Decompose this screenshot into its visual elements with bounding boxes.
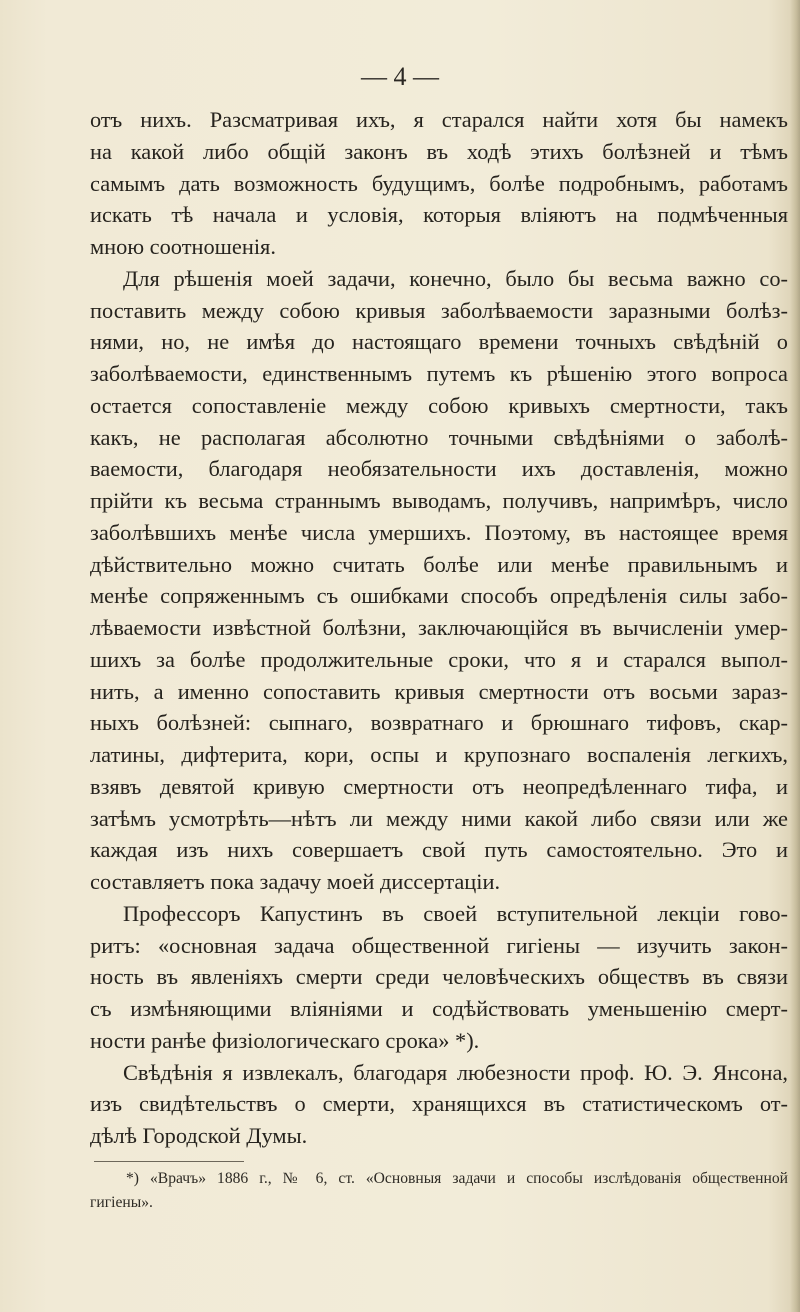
text-line: дѣйствительно можно считать болѣе или менѣе правильнымъ и xyxy=(90,551,788,577)
text-line: ныхъ болѣзней: сыпнаго, возвратнаго и брюшнаго тифовъ, скар- xyxy=(90,710,788,736)
text-line: взявъ девятой кривую смертности отъ неопредѣленнаго тифа, и xyxy=(90,773,788,799)
text-line: ность въ явленіяхъ смерти среди человѣческихъ обществъ въ связи xyxy=(90,964,788,990)
text-line: мною соотношенія. xyxy=(90,234,276,259)
text-line: ваемости, благодаря необязательности ихъ доставленія, можно xyxy=(90,456,788,482)
page-edge-shadow xyxy=(790,0,800,1312)
text-line: съ измѣняющими вліяніями и содѣйствовать уменьшенію смерт- xyxy=(90,996,788,1021)
text-line: ности ранѣе физіологическаго срока» *). xyxy=(90,1027,480,1053)
body-text xyxy=(90,104,788,1152)
paragraph xyxy=(90,898,788,1057)
text-line: заболѣваемости, единственнымъ путемъ къ рѣшенію этого вопроса xyxy=(90,361,788,386)
text-line: дѣлѣ Городской Думы. xyxy=(90,1123,308,1148)
text-line: поставить между собою кривыя заболѣваемости заразными болѣз- xyxy=(90,297,788,323)
text-line: какъ, не располагая абсолютно точными свѣдѣніями о заболѣ- xyxy=(90,424,788,450)
text-line: латины, дифтерита, кори, оспы и крупознаго воспаленія легкихъ, xyxy=(90,742,788,767)
paragraph xyxy=(90,263,788,898)
text-line: нями, но, не имѣя до настоящаго времени точныхъ свѣдѣній о xyxy=(90,329,788,355)
text-line: Свѣдѣнія я извлекалъ, благодаря любезности проф. Ю. Э. Янсона, xyxy=(123,1059,788,1085)
text-line: менѣе сопряженнымъ съ ошибками способъ опредѣленія силы забо- xyxy=(90,583,788,609)
text-line: лѣваемости извѣстной болѣзни, заключающійся въ вычисленіи умер- xyxy=(90,615,788,640)
text-line: нить, а именно сопоставить кривыя смертности отъ восьми зараз- xyxy=(90,678,788,704)
text-line: шихъ за болѣе продолжительные сроки, что я и старался выпол- xyxy=(90,646,788,672)
footnote-line: *) «Врачъ» 1886 г., № 6, ст. «Основныя задачи и способы изслѣдованія общественной xyxy=(126,1170,788,1187)
text-line: Для рѣшенія моей задачи, конечно, было бы весьма важно со- xyxy=(123,265,788,291)
footnote xyxy=(90,1167,788,1215)
text-line: затѣмъ усмотрѣть—нѣтъ ли между ними какой либо связи или же xyxy=(90,805,788,831)
text-line: ритъ: «основная задача общественной гигіены — изучить закон- xyxy=(90,932,788,958)
text-line: остается сопоставленіе между собою кривыхъ смертности, такъ xyxy=(90,392,788,418)
footnote-rule xyxy=(94,1161,244,1162)
text-line: составляетъ пока задачу моей диссертаціи. xyxy=(90,869,501,894)
paragraph xyxy=(90,1057,788,1152)
text-line: изъ свидѣтельствъ о смерти, хранящихся въ статистическомъ от- xyxy=(90,1091,788,1117)
page-number: — 4 — xyxy=(361,62,439,91)
text-line: заболѣвшихъ менѣе числа умершихъ. Поэтому, въ настоящее время xyxy=(90,519,788,545)
text-line: самымъ дать возможность будущимъ, болѣе подробнымъ, работамъ xyxy=(90,170,788,196)
text-line: отъ нихъ. Разсматривая ихъ, я старался найти хотя бы намекъ xyxy=(90,107,788,132)
text-line: каждая изъ нихъ совершаетъ свой путь самостоятельно. Это и xyxy=(90,837,788,863)
text-line: искать тѣ начала и условія, которыя вліяютъ на подмѣченныя xyxy=(90,202,788,228)
text-line: Профессоръ Капустинъ въ своей вступительной лекціи гово- xyxy=(123,900,788,926)
text-line: на какой либо общій законъ въ ходѣ этихъ болѣзней и тѣмъ xyxy=(90,138,788,164)
paragraph xyxy=(90,104,788,263)
footnote-line: гигіены». xyxy=(90,1194,153,1211)
text-line: прійти къ весьма страннымъ выводамъ, получивъ, напримѣръ, число xyxy=(90,488,788,513)
